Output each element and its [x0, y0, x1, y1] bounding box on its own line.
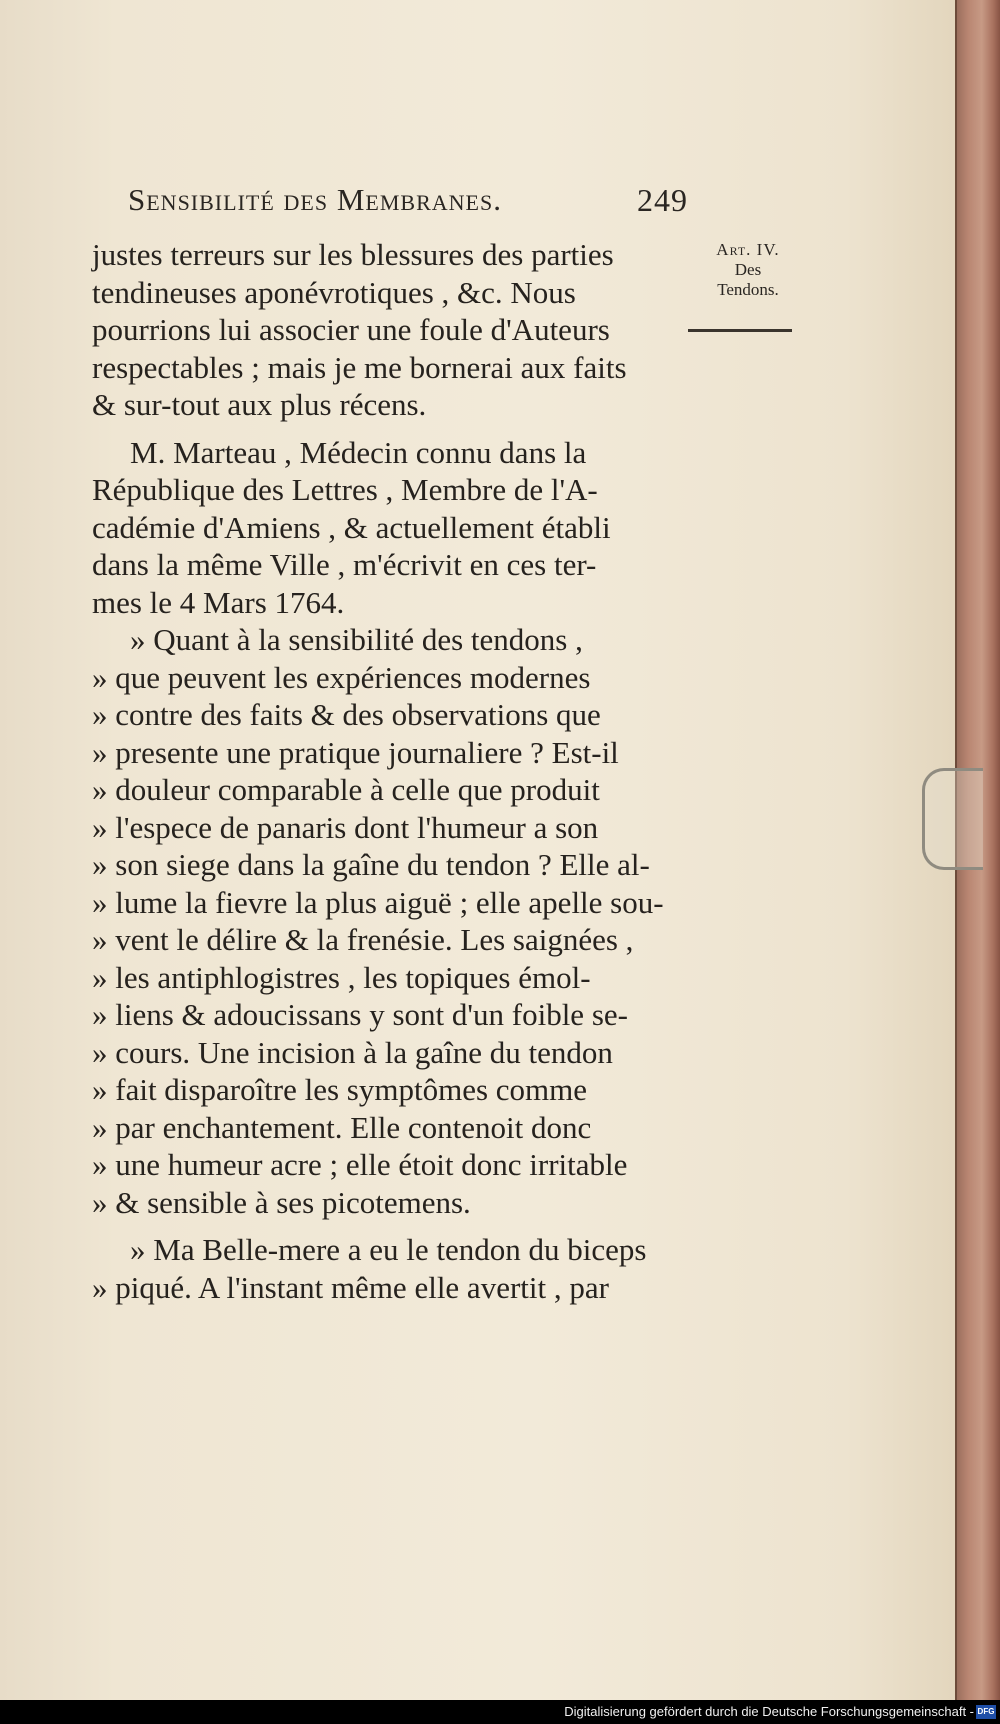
text-line: » piqué. A l'instant même elle avertit , par: [92, 1269, 609, 1305]
margin-line-2: Tendons.: [717, 280, 779, 299]
text-line: » contre des faits & des observations que: [92, 697, 601, 732]
text-line: » vent le délire & la frenésie. Les saignées ,: [92, 922, 634, 957]
text-line: justes terreurs sur les blessures des parties: [92, 237, 614, 272]
text-line: » Ma Belle-mere a eu le tendon du biceps: [130, 1232, 647, 1267]
dfg-logo: DFG: [976, 1705, 996, 1719]
text-line: pourrions lui associer une foule d'Auteurs: [92, 312, 610, 347]
text-line: M. Marteau , Médecin connu dans la: [130, 434, 587, 470]
page-number: 249: [637, 182, 688, 218]
text-line: » lume la fievre la plus aiguë ; elle apelle sou-: [92, 884, 664, 920]
text-line: cadémie d'Amiens , & actuellement établi: [92, 509, 611, 545]
text-line: tendineuses aponévrotiques , &c. Nous: [92, 274, 576, 310]
footer-credit: Digitalisierung gefördert durch die Deutsche Forschungsgemeinschaft -: [564, 1704, 974, 1719]
text-line: » & sensible à ses picotemens.: [92, 1184, 471, 1220]
text-line: » fait disparoître les symptômes comme: [92, 1072, 588, 1107]
margin-rule: [688, 329, 792, 332]
text-line: » l'espece de panaris dont l'humeur a son: [92, 809, 599, 845]
text-line: & sur-tout aux plus récens.: [92, 387, 427, 422]
text-line: dans la même Ville , m'écrivit en ces ter-: [92, 547, 597, 582]
digitization-footer: [0, 1700, 1000, 1724]
text-line: » Quant à la sensibilité des tendons ,: [130, 622, 583, 657]
text-line: République des Lettres , Membre de l'A-: [92, 472, 598, 507]
text-line: » cours. Une incision à la gaîne du tendon: [92, 1034, 613, 1070]
margin-note: [692, 240, 804, 300]
text-line: » presente une pratique journaliere ? Est-il: [92, 734, 619, 770]
text-line: » une humeur acre ; elle étoit donc irritable: [92, 1147, 628, 1182]
text-line: » que peuvent les expériences modernes: [92, 659, 591, 695]
text-line: respectables ; mais je me bornerai aux faits: [92, 349, 627, 385]
text-line: » douleur comparable à celle que produit: [92, 772, 600, 807]
running-header: [128, 182, 688, 218]
margin-article: Art. IV.: [716, 240, 780, 259]
text-line: mes le 4 Mars 1764.: [92, 584, 345, 620]
text-line: » son siege dans la gaîne du tendon ? Elle al-: [92, 847, 650, 882]
text-line: » liens & adoucissans y sont d'un foible se-: [92, 997, 628, 1032]
text-line: » par enchantement. Elle contenoit donc: [92, 1109, 592, 1145]
text-line: » les antiphlogistres , les topiques émol-: [92, 959, 591, 995]
body-text: [92, 236, 692, 1306]
margin-line-1: Des: [734, 260, 762, 279]
running-title: Sensibilité des Membranes.: [128, 182, 502, 217]
page-clip-tab: [922, 768, 983, 870]
